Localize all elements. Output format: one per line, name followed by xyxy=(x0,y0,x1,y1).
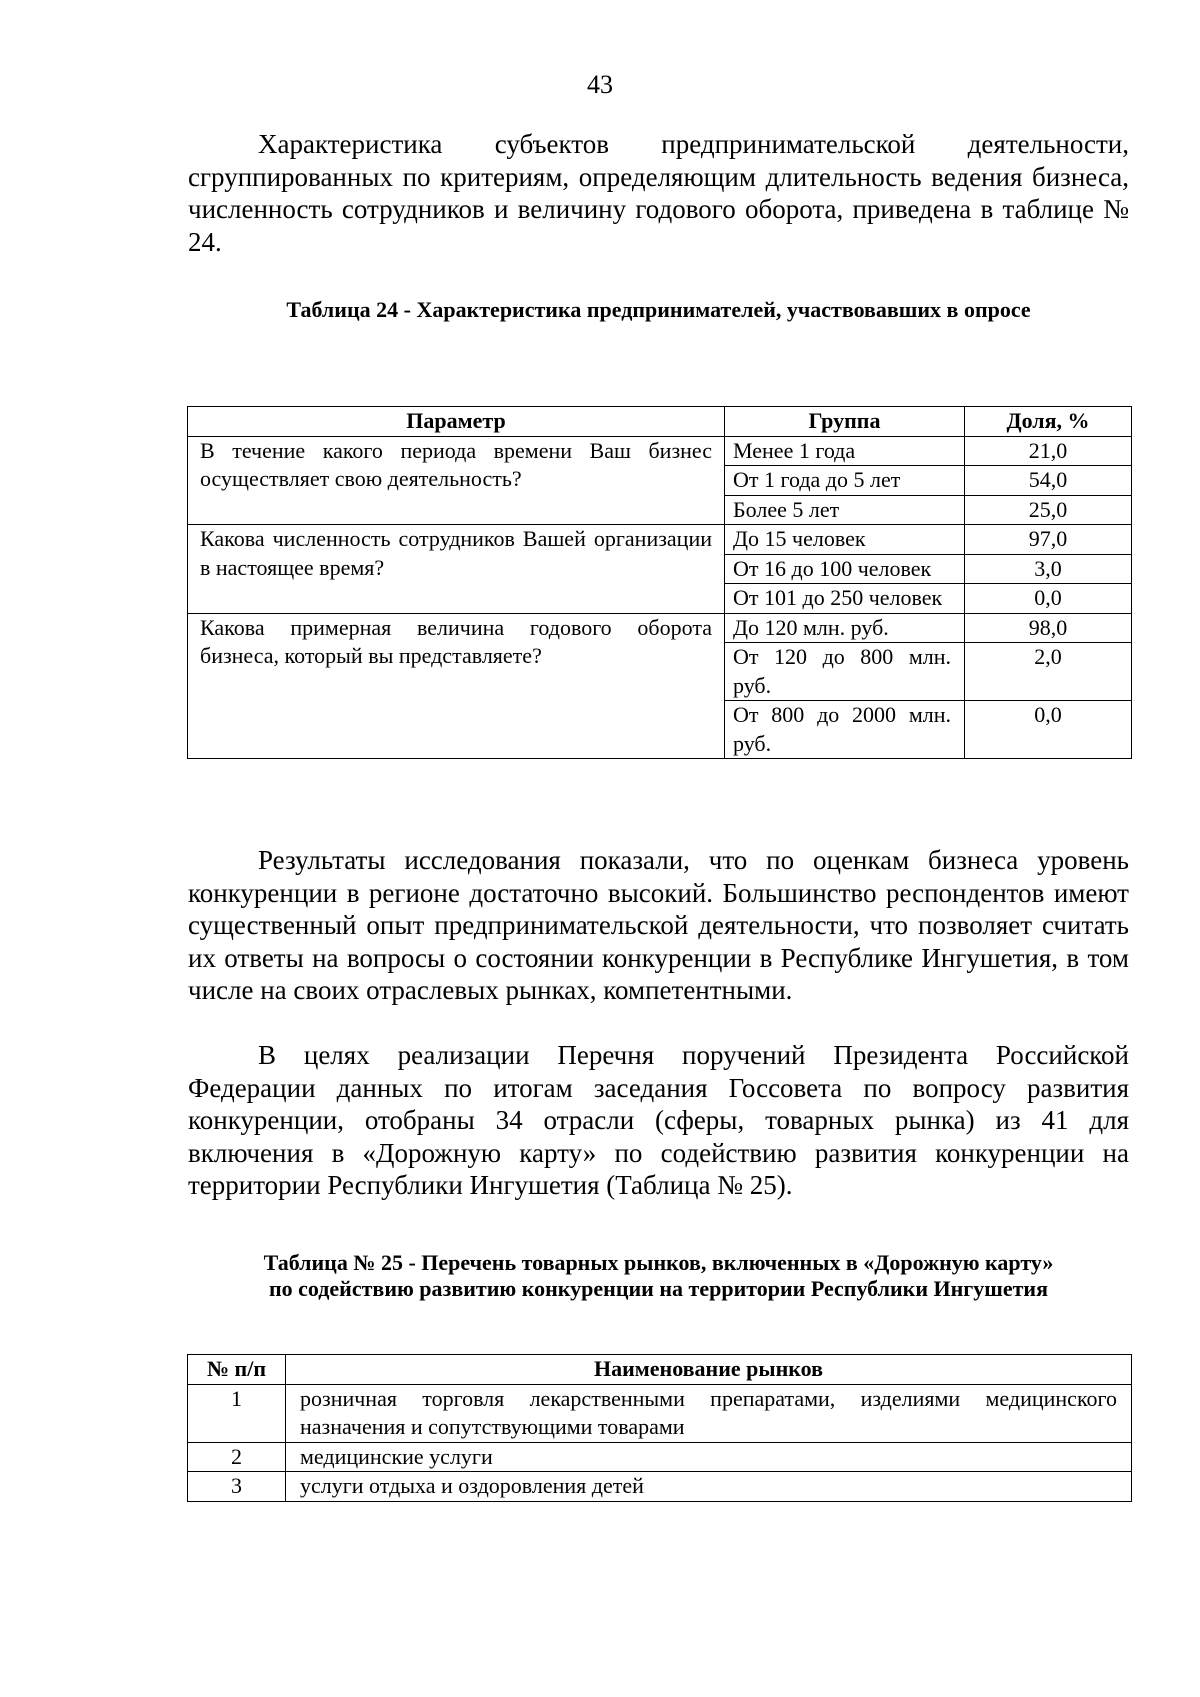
page-number: 43 xyxy=(587,70,613,99)
table24-header-group: Группа xyxy=(725,407,965,437)
table24-group-cell: От 120 до 800 млн. руб. xyxy=(725,643,965,701)
table24-group-cell: От 800 до 2000 млн. руб. xyxy=(725,701,965,759)
table25-num-cell: 3 xyxy=(188,1472,286,1502)
table25-name-cell: розничная торговля лекарственными препаратами, изделиями медицинского назначения и сопутствующими товарами xyxy=(286,1384,1132,1442)
table24-question-cell: Какова численность сотрудников Вашей организации в настоящее время? xyxy=(188,525,725,614)
table24-group-cell: Более 5 лет xyxy=(725,495,965,525)
table-row xyxy=(188,1472,1132,1502)
table24-group-cell: До 15 человек xyxy=(725,525,965,555)
table24-question-cell: В течение какого периода времени Ваш бизнес осуществляет свою деятельность? xyxy=(188,436,725,525)
table25-header-row xyxy=(188,1355,1132,1385)
table24-header-param: Параметр xyxy=(188,407,725,437)
table25-num-cell: 2 xyxy=(188,1442,286,1472)
table-row xyxy=(188,1442,1132,1472)
goals-paragraph: В целях реализации Перечня поручений Президента Российской Федерации данных по итогам заседания Госсовета по вопросу развития конкуренции, отобраны 34 отрасли (сферы, товарных рынка) из 41 для включения в «Дорожную карту» по содействию развития конкуренции на территории Республики Ингушетия (Таблица № 25). xyxy=(188,1040,1129,1200)
table24-header-share: Доля, % xyxy=(965,407,1132,437)
table25-num-cell: 1 xyxy=(188,1384,286,1442)
table25-name-cell: услуги отдыха и оздоровления детей xyxy=(286,1472,1132,1502)
intro-paragraph: Характеристика субъектов предпринимательской деятельности, сгруппированных по критериям, определяющим длительность ведения бизнеса, численность сотрудников и величину годового оборота, приведена в таблице № 24. xyxy=(188,129,1129,257)
table24-question-cell: Какова примерная величина годового оборота бизнеса, который вы представляете? xyxy=(188,613,725,759)
table-row xyxy=(188,613,1132,643)
table25-header-num: № п/п xyxy=(188,1355,286,1385)
table25-header-name: Наименование рынков xyxy=(286,1355,1132,1385)
table24-caption: Таблица 24 - Характеристика предпринимателей, участвовавших в опросе xyxy=(286,297,1031,322)
table24-header-row xyxy=(188,407,1132,437)
table-row xyxy=(188,1384,1132,1442)
table24-share-cell: 21,0 xyxy=(965,436,1132,466)
table25-name-cell: медицинские услуги xyxy=(286,1442,1132,1472)
table24-group-cell: Менее 1 года xyxy=(725,436,965,466)
table25-caption-line1: Таблица № 25 - Перечень товарных рынков, включенных в «Дорожную карту» xyxy=(263,1250,1054,1275)
table-row xyxy=(188,436,1132,466)
table24-share-cell: 0,0 xyxy=(965,584,1132,614)
table-row xyxy=(188,525,1132,555)
table25 xyxy=(187,1354,1132,1502)
table24-group-cell: От 101 до 250 человек xyxy=(725,584,965,614)
table24-group-cell: От 16 до 100 человек xyxy=(725,554,965,584)
table24-share-cell: 54,0 xyxy=(965,466,1132,496)
table24-share-cell: 98,0 xyxy=(965,613,1132,643)
table24-group-cell: От 1 года до 5 лет xyxy=(725,466,965,496)
table25-caption-line2: по содействию развитию конкуренции на территории Республики Ингушетия xyxy=(268,1276,1049,1301)
table24-group-cell: До 120 млн. руб. xyxy=(725,613,965,643)
table24-share-cell: 3,0 xyxy=(965,554,1132,584)
results-paragraph: Результаты исследования показали, что по оценкам бизнеса уровень конкуренции в регионе достаточно высокий. Большинство респондентов имеют существенный опыт предпринимательской деятельности, что позволяет считать их ответы на вопросы о состоянии конкуренции в Республике Ингушетия, в том числе на своих отраслевых рынках, компетентными. xyxy=(188,845,1129,1005)
table24-share-cell: 2,0 xyxy=(965,643,1132,701)
table24-share-cell: 0,0 xyxy=(965,701,1132,759)
table24 xyxy=(187,406,1132,759)
table24-share-cell: 25,0 xyxy=(965,495,1132,525)
table24-share-cell: 97,0 xyxy=(965,525,1132,555)
